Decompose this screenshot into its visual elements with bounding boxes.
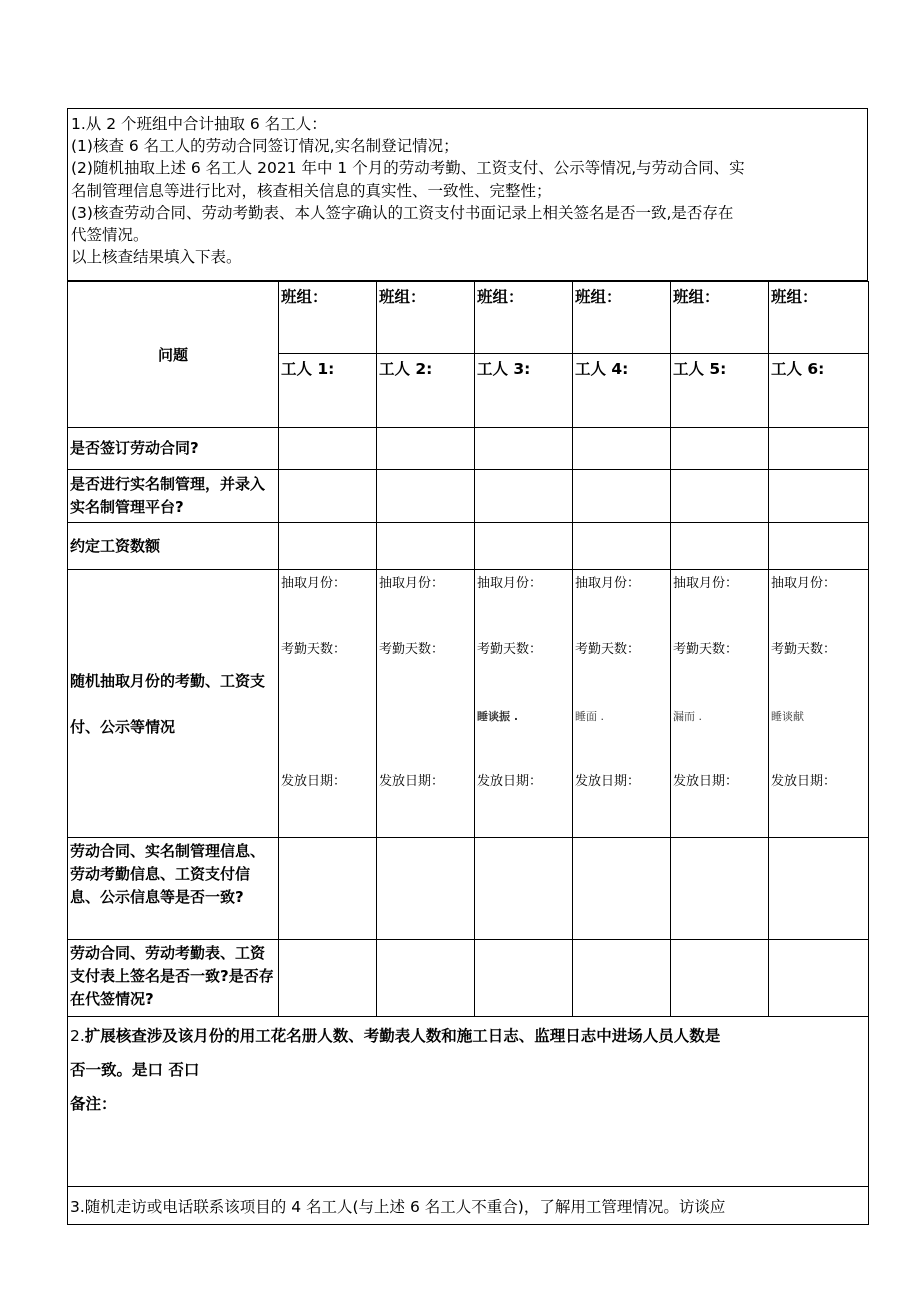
answer-cell[interactable] [671,940,769,1017]
date-field: 发放日期： [379,774,445,789]
days-field: 考勤天数： [575,642,641,657]
audit-form [67,108,868,1225]
answer-cell[interactable] [573,523,671,570]
month-field: 抽取月份： [477,576,543,591]
answer-cell[interactable] [377,523,475,570]
answer-cell[interactable] [671,428,769,470]
worker-check-table [67,281,869,1225]
sample-cell-6[interactable] [769,570,869,838]
sample-cell-5[interactable] [671,570,769,838]
worker-cell-3[interactable]: 工人 3: [475,354,573,428]
answer-cell[interactable] [377,940,475,1017]
worker-cell-1[interactable]: 工人 1: [279,354,377,428]
row-realname-label: 是否进行实名制管理，并录入实名制管理平台? [68,470,279,523]
intro-line-2: (1)核查 6 名工人的劳动合同签订情况,实名制登记情况； [71,137,459,156]
date-field: 发放日期： [575,774,641,789]
answer-cell[interactable] [279,838,377,940]
answer-cell[interactable] [377,428,475,470]
row-consistency-label: 劳动合同、实名制管理信息、劳动考勤信息、工资支付信息、公示信息等是否一致? [68,838,279,940]
team-cell-6[interactable]: 班组： [769,282,869,354]
team-cell-2[interactable]: 班组： [377,282,475,354]
intro-line-5: (3)核查劳动合同、劳动考勤表、本人签字确认的工资支付书面记录上相关签名是否一致,是否存在 [71,203,734,222]
days-field: 考勤天数： [281,642,347,657]
answer-cell[interactable] [769,470,869,523]
worker-cell-5[interactable]: 工人 5: [671,354,769,428]
days-field: 考勤天数： [379,642,445,657]
answer-cell[interactable] [769,838,869,940]
answer-cell[interactable] [769,523,869,570]
garbled-text: 睡谈献 [771,710,804,723]
answer-cell[interactable] [475,428,573,470]
team-cell-3[interactable]: 班组： [475,282,573,354]
month-field: 抽取月份： [379,576,445,591]
section-2-question: 扩展核查涉及该月份的用工花名册人数、考勤表人数和施工日志、监理日志中进场人员人数是 [84,1027,721,1045]
answer-cell[interactable] [671,523,769,570]
section-2-cell [68,1017,869,1187]
row-signature-label: 劳动合同、劳动考勤表、工资支付表上签名是否一致?是否存在代签情况? [68,940,279,1017]
answer-cell[interactable] [573,470,671,523]
intro-line-3: (2)随机抽取上述 6 名工人 2021 年中 1 个月的劳动考勤、工资支付、公示等情况,与劳动合同、实 [71,159,745,178]
section-3-cell [68,1187,869,1225]
answer-cell[interactable] [475,940,573,1017]
answer-cell[interactable] [279,940,377,1017]
answer-cell[interactable] [377,470,475,523]
month-field: 抽取月份： [575,576,641,591]
date-field: 发放日期： [477,774,543,789]
row-sample-label: 随机抽取月份的考勤、工资支付、公示等情况 [68,570,279,838]
intro-line-4: 名制管理信息等进行比对，核查相关信息的真实性、一致性、完整性； [71,181,552,200]
answer-cell[interactable] [573,940,671,1017]
answer-cell[interactable] [475,523,573,570]
answer-cell[interactable] [377,838,475,940]
month-field: 抽取月份： [771,576,837,591]
answer-cell[interactable] [769,428,869,470]
worker-cell-2[interactable]: 工人 2: [377,354,475,428]
row-wage-label: 约定工资数额 [68,523,279,570]
days-field: 考勤天数： [673,642,739,657]
garbled-text: 睡面 . [575,710,604,723]
section-2-options[interactable]: 否一致。是口 否口 [70,1061,200,1079]
worker-cell-6[interactable]: 工人 6: [769,354,869,428]
intro-block [67,108,868,281]
team-cell-1[interactable]: 班组： [279,282,377,354]
sample-cell-1[interactable] [279,570,377,838]
garbled-text: 漏而 . [673,710,702,723]
answer-cell[interactable] [475,838,573,940]
sample-cell-2[interactable] [377,570,475,838]
answer-cell[interactable] [279,428,377,470]
month-field: 抽取月份： [281,576,347,591]
section-2-remark: 备注： [70,1095,117,1113]
intro-line-1: 1.从 2 个班组中合计抽取 6 名工人： [71,115,327,133]
month-field: 抽取月份： [673,576,739,591]
worker-cell-4[interactable]: 工人 4: [573,354,671,428]
days-field: 考勤天数： [771,642,837,657]
garbled-text: 睡谈振 . [477,710,519,723]
answer-cell[interactable] [279,470,377,523]
section-3-text: 3.随机走访或电话联系该项目的 4 名工人(与上述 6 名工人不重合)，了解用工管理情况。访谈应 [70,1197,726,1216]
answer-cell[interactable] [769,940,869,1017]
row-contract-label: 是否签订劳动合同? [68,428,279,470]
date-field: 发放日期： [673,774,739,789]
team-cell-5[interactable]: 班组： [671,282,769,354]
days-field: 考勤天数： [477,642,543,657]
answer-cell[interactable] [475,470,573,523]
sample-cell-3[interactable] [475,570,573,838]
section-2-number: 2. [70,1027,85,1045]
date-field: 发放日期： [281,774,347,789]
answer-cell[interactable] [573,428,671,470]
date-field: 发放日期： [771,774,837,789]
problem-header: 问题 [68,282,279,428]
intro-line-7: 以上核查结果填入下表。 [71,248,242,267]
answer-cell[interactable] [671,838,769,940]
answer-cell[interactable] [573,838,671,940]
sample-cell-4[interactable] [573,570,671,838]
team-cell-4[interactable]: 班组： [573,282,671,354]
intro-line-6: 代签情况。 [71,226,149,245]
answer-cell[interactable] [671,470,769,523]
answer-cell[interactable] [279,523,377,570]
